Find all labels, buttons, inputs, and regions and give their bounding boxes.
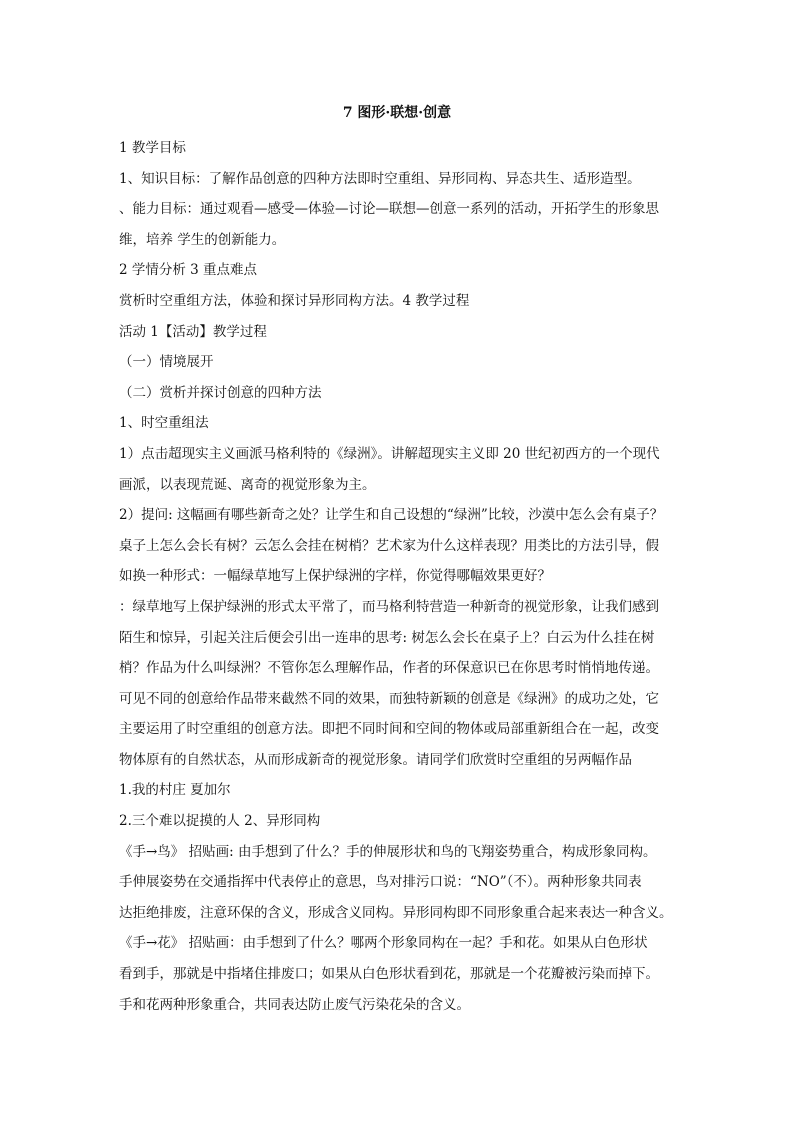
text-line: 手伸展姿势在交通指挥中代表停止的意思，鸟对排污口说：“NO”（不）。两种形象共同表 [119,874,642,891]
text-line: 维，培养 学生的创新能力。 [119,231,286,248]
text-line: 主要运用了时空重组的创意方法。即把不同时间和空间的物体或局部重新组合在一起，改变 [119,721,659,738]
text-line: 手和花两种形象重合，共同表达防止废气污染花朵的含义。 [119,996,470,1013]
text-line: 1、知识目标：了解作品创意的四种方法即时空重组、异形同构、异态共生、适形造型。 [119,170,641,187]
text-line: 桌子上怎么会长有树？云怎么会挂在树梢？艺术家为什么这样表现？用类比的方法引导，假 [119,537,659,554]
text-line: 画派，以表现荒诞、离奇的视觉形象为主。 [119,476,376,493]
text-line: 物体原有的自然状态，从而形成新奇的视觉形象。请同学们欣赏时空重组的另两幅作品 [119,751,632,768]
text-line: 如换一种形式：一幅绿草地写上保护绿洲的字样，你觉得哪幅效果更好？ [119,568,551,585]
text-line: 看到手，那就是中指堵住排废口；如果从白色形状看到花，那就是一个花瓣被污染而掉下。 [119,966,659,983]
text-line: 、能力目标：通过观看—感受—体验—讨论—联想—创意一系列的活动，开拓学生的形象思 [119,201,659,218]
document-body [119,133,679,1020]
text-line: （二）赏析并探讨创意的四种方法 [119,384,322,401]
text-line: 活动 1【活动】教学过程 [119,323,267,340]
text-line: 《手→鸟》 招贴画: 由手想到了什么？手的伸展形状和鸟的飞翔姿势重合，构成形象同构。 [119,843,657,860]
text-line: 赏析时空重组方法，体验和探讨异形同构方法。4 教学过程 [119,292,470,309]
text-line: 《手→花》 招贴画：由手想到了什么？哪两个形象同构在一起？手和花。如果从白色形状 [119,935,648,952]
text-line: 2）提问: 这幅画有哪些新奇之处？让学生和自己设想的“绿洲”比较，沙漠中怎么会有桌子？ [119,507,664,524]
text-line: 可见不同的创意给作品带来截然不同的效果，而独特新颖的创意是《绿洲》的成功之处，它 [119,690,659,707]
text-line: 达拒绝排废，注意环保的含义，形成含义同构。异形同构即不同形象重合起来表达一种含义。 [119,904,673,921]
text-line: 1 教学目标 [119,140,186,156]
text-line: （一）情境展开 [119,354,214,371]
text-line: 1）点击超现实主义画派马格利特的《绿洲》。讲解超现实主义即 20 世纪初西方的一个现代 [119,445,660,462]
text-line: 2 学情分析 3 重点难点 [119,262,258,279]
text-line: 梢？作品为什么叫绿洲？不管你怎么理解作品，作者的环保意识已在你思考时悄悄地传递。 [119,660,659,677]
text-line: 2.三个难以捉摸的人 2、异形同构 [119,813,321,830]
text-line: ：绿草地写上保护绿洲的形式太平常了，而马格利特营造一种新奇的视觉形象，让我们感到 [119,598,659,615]
text-line: 陌生和惊异，引起关注后便会引出一连串的思考: 树怎么会长在桌子上？白云为什么挂在树 [119,629,655,646]
text-line: 1.我的村庄 夏加尔 [119,782,231,799]
text-line: 1、时空重组法 [119,415,209,432]
document-title: 7 图形·联想·创意 [342,105,452,121]
